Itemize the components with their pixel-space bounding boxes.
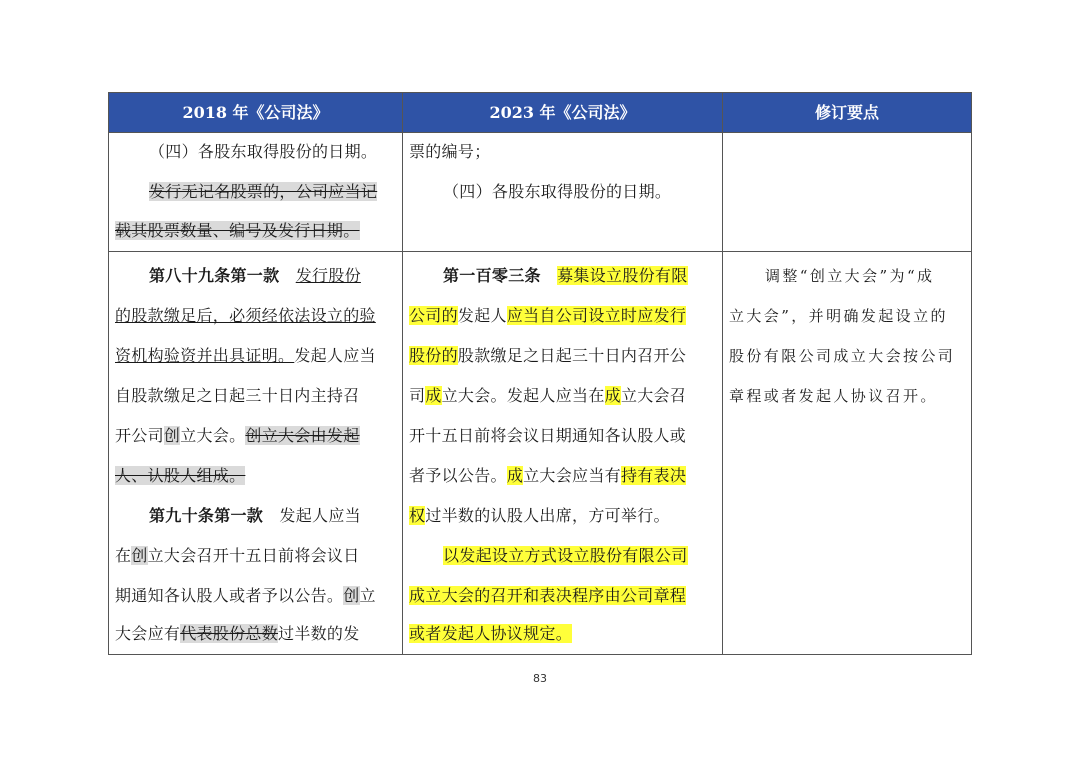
highlighted-line: 或者发起人协议规定。 [409,624,573,643]
text-line: 票的编号； [409,142,491,161]
header-2018: 2018 年《公司法》 [182,103,329,122]
text-line: 开公司创立大会。创立大会由发起 [115,426,360,445]
text-line: 开十五日前将会议日期通知各认股人或 [409,426,687,445]
text-line: 公司的发起人应当自公司设立时应发行 [409,306,687,325]
text-line: 司成立大会。发起人应当在成立大会召 [409,386,687,405]
article-89-line: 第八十九条第一款 发行股份 [149,266,361,285]
text-line: （四）各股东取得股份的日期。 [443,182,672,201]
article-90-title: 第九十条第一款 [149,506,264,525]
text-line: 股份的股款缴足之日起三十日内召开公 [409,346,687,365]
text-line: 资机构验资并出具证明。发起人应当 [115,346,376,365]
text-line: 在创立大会召开十五日前将会议日 [115,546,360,565]
text-line: 者予以公告。成立大会应当有持有表决 [409,466,687,485]
text-line: （四）各股东取得股份的日期。 [149,142,378,161]
table-header [109,93,971,133]
text-line: 股份有限公司成立大会按公司 [729,347,956,365]
text-line: 调整“创立大会”为“成 [765,267,935,285]
row1-col1 [109,133,402,251]
comparison-table [108,92,972,655]
text-line: 章程或者发起人协议召开。 [729,387,938,405]
highlighted-line: 成立大会的召开和表决程序由公司章程 [409,586,687,605]
row2-col2 [403,252,722,654]
text-line: 自股款缴足之日起三十日内主持召 [115,386,360,405]
text-line: 权过半数的认股人出席，方可举行。 [409,506,670,525]
struck-line: 发行无记名股票的，公司应当记 [149,182,378,201]
row2-col3 [723,252,971,654]
header-2023: 2023 年《公司法》 [489,103,636,122]
struck-line: 载其股票数量、编号及发行日期。 [115,221,360,240]
row1-col2 [403,133,722,251]
text-line: 的股款缴足后，必须经依法设立的验 [115,306,376,325]
page-number: 83 [533,672,547,685]
article-103-line: 第一百零三条 募集设立股份有限 [443,266,688,285]
row2-col1 [109,252,402,654]
article-90-line: 第九十条第一款 发起人应当 [149,506,361,525]
text-line: 期通知各认股人或者予以公告。创立 [115,586,376,605]
highlighted-line: 以发起设立方式设立股份有限公司 [443,546,688,565]
header-key-points: 修订要点 [814,103,879,122]
article-103-title: 第一百零三条 [443,266,541,285]
article-89-title: 第八十九条第一款 [149,266,280,285]
text-line: 立大会”，并明确发起设立的 [729,307,948,325]
text-line: 大会应有代表股份总数过半数的发 [115,624,360,643]
struck-line: 人、认股人组成。 [115,466,246,485]
